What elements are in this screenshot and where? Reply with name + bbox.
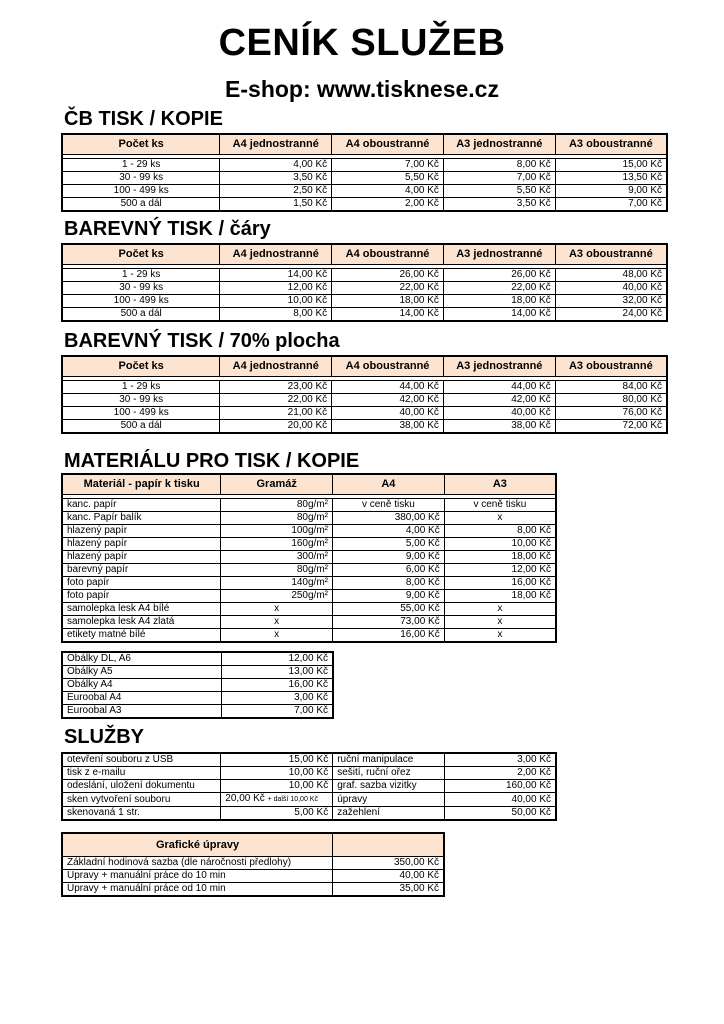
table-cell	[444, 780, 556, 793]
table-cell: 40,00 Kč	[555, 282, 667, 295]
table-cell: Euroobal A3	[62, 705, 221, 719]
graficke-upravy-header-empty	[333, 833, 444, 857]
table-cell: 80g/m²	[221, 512, 333, 525]
obalky-table	[61, 651, 334, 719]
table-cell: Obálky DL, A6	[62, 652, 221, 666]
table-cell: 35,00 Kč	[333, 883, 444, 897]
table-cell: 2,00 Kč	[332, 198, 444, 212]
table-cell: 100 - 499 ks	[62, 185, 220, 198]
table-cell: 76,00 Kč	[555, 407, 667, 420]
table-cell: 23,00 Kč	[220, 381, 332, 394]
table-cell: 4,00 Kč	[332, 185, 444, 198]
table-row	[62, 590, 556, 603]
table-header-row	[62, 833, 444, 857]
table-cell: 2,50 Kč	[220, 185, 332, 198]
table-cell: 55,00 Kč	[333, 603, 445, 616]
table-cell: 22,00 Kč	[332, 282, 444, 295]
table-cell: 72,00 Kč	[555, 420, 667, 434]
table-cell	[221, 780, 333, 793]
column-header: A4 oboustranné	[332, 134, 444, 155]
table-cell	[62, 807, 221, 821]
table-cell: 7,00 Kč	[443, 172, 555, 185]
table-cell: 18,00 Kč	[444, 590, 556, 603]
table-cell: 84,00 Kč	[555, 381, 667, 394]
table-cell: 1 - 29 ks	[62, 159, 220, 172]
table-cell: 12,00 Kč	[444, 564, 556, 577]
cell-text: 10,00 Kč	[288, 767, 329, 778]
table-row	[62, 308, 667, 322]
table-cell: 300/m²	[221, 551, 333, 564]
table-cell	[333, 753, 445, 767]
table-cell	[444, 793, 556, 807]
table-cell: 1 - 29 ks	[62, 269, 220, 282]
table-cell: 8,00 Kč	[333, 577, 445, 590]
table-cell: 9,00 Kč	[333, 590, 445, 603]
table-cell: x	[221, 603, 333, 616]
cell-text: sešití, ruční ořez	[337, 767, 411, 778]
table-row	[62, 381, 667, 394]
table-cell: 16,00 Kč	[333, 629, 445, 643]
table-row	[62, 666, 333, 679]
column-header: A4	[333, 474, 445, 495]
table-cell: 42,00 Kč	[332, 394, 444, 407]
cell-text: 20,00 Kč	[225, 793, 265, 804]
graficke-upravy-table	[61, 832, 445, 897]
table-cell	[62, 767, 221, 780]
table-cell: hlazený papír	[62, 551, 221, 564]
table-cell: 15,00 Kč	[555, 159, 667, 172]
column-header: Počet ks	[62, 134, 220, 155]
table-row	[62, 753, 556, 767]
column-header: Počet ks	[62, 356, 220, 377]
table-cell: x	[444, 512, 556, 525]
table-cell	[333, 780, 445, 793]
table-cell: 250g/m²	[221, 590, 333, 603]
table-cell: 9,00 Kč	[555, 185, 667, 198]
table-row	[62, 870, 444, 883]
cell-text: skenovaná 1 str.	[67, 807, 140, 818]
material-table	[61, 473, 557, 643]
table-row	[62, 499, 556, 512]
table-cell: 48,00 Kč	[555, 269, 667, 282]
table-cell: 160g/m²	[221, 538, 333, 551]
table-cell: 20,00 Kč	[220, 420, 332, 434]
table-row	[62, 603, 556, 616]
table-cell: 21,00 Kč	[220, 407, 332, 420]
cell-text: otevření souboru z USB	[67, 754, 174, 765]
table-cell: 10,00 Kč	[220, 295, 332, 308]
table-cell: 7,00 Kč	[221, 705, 333, 719]
section-title-cb-tisk: ČB TISK / KOPIE	[64, 108, 223, 130]
extra-note: + další 10,00 Kč	[267, 796, 318, 803]
table-row	[62, 282, 667, 295]
table-cell: 1,50 Kč	[220, 198, 332, 212]
table-cell: etikety matné bílé	[62, 629, 221, 643]
table-cell: v ceně tisku	[444, 499, 556, 512]
table-cell: Úpravy + manuální práce od 10 min	[62, 883, 333, 897]
table-cell: 8,00 Kč	[443, 159, 555, 172]
table-cell: 14,00 Kč	[220, 269, 332, 282]
table-row	[62, 629, 556, 643]
table-row	[62, 295, 667, 308]
table-row	[62, 767, 556, 780]
table-row	[62, 577, 556, 590]
table-cell: 24,00 Kč	[555, 308, 667, 322]
cell-text: úpravy	[337, 793, 368, 805]
table-cell: 22,00 Kč	[220, 394, 332, 407]
column-header: A3 jednostranné	[443, 244, 555, 265]
table-cell: barevný papír	[62, 564, 221, 577]
table-cell: 100g/m²	[221, 525, 333, 538]
table-cell	[444, 753, 556, 767]
table-cell: samolepka lesk A4 bílé	[62, 603, 221, 616]
cell-text: odeslání, uložení dokumentu	[67, 780, 195, 791]
table-cell: 500 a dál	[62, 308, 220, 322]
table-row	[62, 564, 556, 577]
table-cell: 13,00 Kč	[221, 666, 333, 679]
table-row	[62, 172, 667, 185]
table-cell: 26,00 Kč	[332, 269, 444, 282]
table-row	[62, 198, 667, 212]
table-cell: 100 - 499 ks	[62, 407, 220, 420]
cell-text: 40,00 Kč	[511, 793, 551, 805]
table-cell: 3,00 Kč	[221, 692, 333, 705]
table-row	[62, 512, 556, 525]
table-cell: 3,50 Kč	[443, 198, 555, 212]
table-cell: 14,00 Kč	[332, 308, 444, 322]
table-header-row	[62, 356, 667, 377]
table-cell: 73,00 Kč	[333, 616, 445, 629]
page-title: CENÍK SLUŽEB	[218, 22, 506, 64]
table-row	[62, 807, 556, 821]
column-header: A3	[444, 474, 556, 495]
table-row	[62, 857, 444, 870]
table-row	[62, 705, 333, 719]
table-cell: 12,00 Kč	[220, 282, 332, 295]
table-cell: kanc. Papír balík	[62, 512, 221, 525]
table-cell: x	[444, 629, 556, 643]
table-cell: 1 - 29 ks	[62, 381, 220, 394]
table-row	[62, 679, 333, 692]
table-cell: Úpravy + manuální práce do 10 min	[62, 870, 333, 883]
table-cell: Obálky A5	[62, 666, 221, 679]
section-title-barevny-plocha: BAREVNÝ TISK / 70% plocha	[64, 330, 340, 352]
cell-text: zažehlení	[337, 807, 381, 818]
table-cell: 13,50 Kč	[555, 172, 667, 185]
table-cell: 6,00 Kč	[333, 564, 445, 577]
table-cell: 38,00 Kč	[332, 420, 444, 434]
table-cell: 80g/m²	[221, 564, 333, 577]
table-cell: 380,00 Kč	[333, 512, 445, 525]
table-cell: 350,00 Kč	[333, 857, 444, 870]
table-cell	[333, 793, 445, 807]
table-cell	[221, 753, 333, 767]
table-cell: kanc. papír	[62, 499, 221, 512]
table-row	[62, 185, 667, 198]
cell-text: 3,00 Kč	[517, 754, 551, 765]
table-row	[62, 525, 556, 538]
column-header: Materiál - papír k tisku	[62, 474, 221, 495]
column-header: A3 jednostranné	[443, 134, 555, 155]
table-row	[62, 780, 556, 793]
table-cell	[221, 793, 333, 807]
table-row	[62, 793, 556, 807]
table-cell: 7,00 Kč	[555, 198, 667, 212]
barevny-cary-table	[61, 243, 668, 322]
column-header: A3 jednostranné	[443, 356, 555, 377]
column-header: A4 jednostranné	[220, 244, 332, 265]
table-cell	[62, 793, 221, 807]
table-cell: 40,00 Kč	[333, 870, 444, 883]
table-cell	[221, 807, 333, 821]
table-cell: 80g/m²	[221, 499, 333, 512]
table-cell: hlazený papír	[62, 538, 221, 551]
cell-text: 2,00 Kč	[517, 767, 551, 778]
cell-text: graf. sazba vizitky	[337, 780, 417, 791]
cell-text: 15,00 Kč	[288, 754, 329, 765]
table-cell: 18,00 Kč	[444, 551, 556, 564]
table-cell: x	[221, 629, 333, 643]
table-cell: 18,00 Kč	[443, 295, 555, 308]
table-cell: 5,00 Kč	[333, 538, 445, 551]
table-cell	[444, 807, 556, 821]
table-cell: 500 a dál	[62, 420, 220, 434]
table-cell	[333, 807, 445, 821]
cell-text: 5,00 Kč	[294, 807, 329, 818]
column-header: A3 oboustranné	[555, 244, 667, 265]
table-row	[62, 692, 333, 705]
table-cell: 30 - 99 ks	[62, 172, 220, 185]
table-cell: x	[444, 603, 556, 616]
table-cell: 30 - 99 ks	[62, 394, 220, 407]
table-cell: v ceně tisku	[333, 499, 445, 512]
table-row	[62, 159, 667, 172]
table-row	[62, 616, 556, 629]
table-cell: 4,00 Kč	[220, 159, 332, 172]
section-title-barevny-cary: BAREVNÝ TISK / čáry	[64, 218, 271, 240]
table-header-row	[62, 134, 667, 155]
table-cell	[333, 767, 445, 780]
table-cell: foto papír	[62, 590, 221, 603]
table-cell: x	[221, 616, 333, 629]
table-cell: 14,00 Kč	[443, 308, 555, 322]
table-row	[62, 420, 667, 434]
table-cell: 16,00 Kč	[444, 577, 556, 590]
table-cell: 140g/m²	[221, 577, 333, 590]
table-cell: 42,00 Kč	[443, 394, 555, 407]
cb-tisk-table	[61, 133, 668, 212]
table-cell: 16,00 Kč	[221, 679, 333, 692]
column-header: A3 oboustranné	[555, 356, 667, 377]
cell-text: 160,00 Kč	[505, 780, 551, 791]
table-cell: 12,00 Kč	[221, 652, 333, 666]
table-cell: 100 - 499 ks	[62, 295, 220, 308]
table-cell: 5,50 Kč	[332, 172, 444, 185]
table-cell: 3,50 Kč	[220, 172, 332, 185]
table-cell	[62, 780, 221, 793]
table-cell: 10,00 Kč	[444, 538, 556, 551]
cell-text: 50,00 Kč	[511, 807, 551, 818]
table-row	[62, 551, 556, 564]
table-cell: 44,00 Kč	[332, 381, 444, 394]
table-cell: 26,00 Kč	[443, 269, 555, 282]
table-cell: 9,00 Kč	[333, 551, 445, 564]
cell-text: sken vytvoření souboru	[67, 793, 171, 805]
table-row	[62, 394, 667, 407]
table-row	[62, 883, 444, 897]
barevny-plocha-table	[61, 355, 668, 434]
table-cell: Základní hodinová sazba (dle náročnosti předlohy)	[62, 857, 333, 870]
table-cell	[221, 767, 333, 780]
table-header-row	[62, 474, 556, 495]
column-header: A4 oboustranné	[332, 244, 444, 265]
column-header: Počet ks	[62, 244, 220, 265]
column-header: A4 jednostranné	[220, 356, 332, 377]
table-cell: 7,00 Kč	[332, 159, 444, 172]
cell-text: tisk z e-mailu	[67, 767, 126, 778]
table-cell: 500 a dál	[62, 198, 220, 212]
table-row	[62, 407, 667, 420]
table-cell: 40,00 Kč	[332, 407, 444, 420]
cell-text: 10,00 Kč	[288, 780, 329, 791]
table-cell: foto papír	[62, 577, 221, 590]
column-header: A3 oboustranné	[555, 134, 667, 155]
table-cell: 40,00 Kč	[443, 407, 555, 420]
column-header: A4 jednostranné	[220, 134, 332, 155]
column-header: A4 oboustranné	[332, 356, 444, 377]
table-cell	[444, 767, 556, 780]
table-cell: Euroobal A4	[62, 692, 221, 705]
eshop-subtitle: E-shop: www.tisknese.cz	[225, 76, 499, 102]
cell-text: ruční manipulace	[337, 754, 414, 765]
table-cell: 38,00 Kč	[443, 420, 555, 434]
table-cell	[62, 753, 221, 767]
table-cell: 8,00 Kč	[220, 308, 332, 322]
table-cell: 44,00 Kč	[443, 381, 555, 394]
table-cell: hlazený papír	[62, 525, 221, 538]
sluzby-table	[61, 752, 557, 821]
table-cell: 5,50 Kč	[443, 185, 555, 198]
table-cell: 22,00 Kč	[443, 282, 555, 295]
table-cell: 18,00 Kč	[332, 295, 444, 308]
table-cell: x	[444, 616, 556, 629]
table-cell: 30 - 99 ks	[62, 282, 220, 295]
table-cell: 80,00 Kč	[555, 394, 667, 407]
table-row	[62, 652, 333, 666]
table-cell: samolepka lesk A4 zlatá	[62, 616, 221, 629]
table-row	[62, 269, 667, 282]
table-header-row	[62, 244, 667, 265]
table-row	[62, 538, 556, 551]
column-header: Gramáž	[221, 474, 333, 495]
section-title-sluzby: SLUŽBY	[64, 726, 144, 748]
table-cell: 8,00 Kč	[444, 525, 556, 538]
graficke-upravy-header: Grafické úpravy	[62, 833, 333, 857]
table-cell: Obálky A4	[62, 679, 221, 692]
section-title-material: MATERIÁLU PRO TISK / KOPIE	[64, 450, 360, 472]
table-cell: 4,00 Kč	[333, 525, 445, 538]
table-cell: 32,00 Kč	[555, 295, 667, 308]
